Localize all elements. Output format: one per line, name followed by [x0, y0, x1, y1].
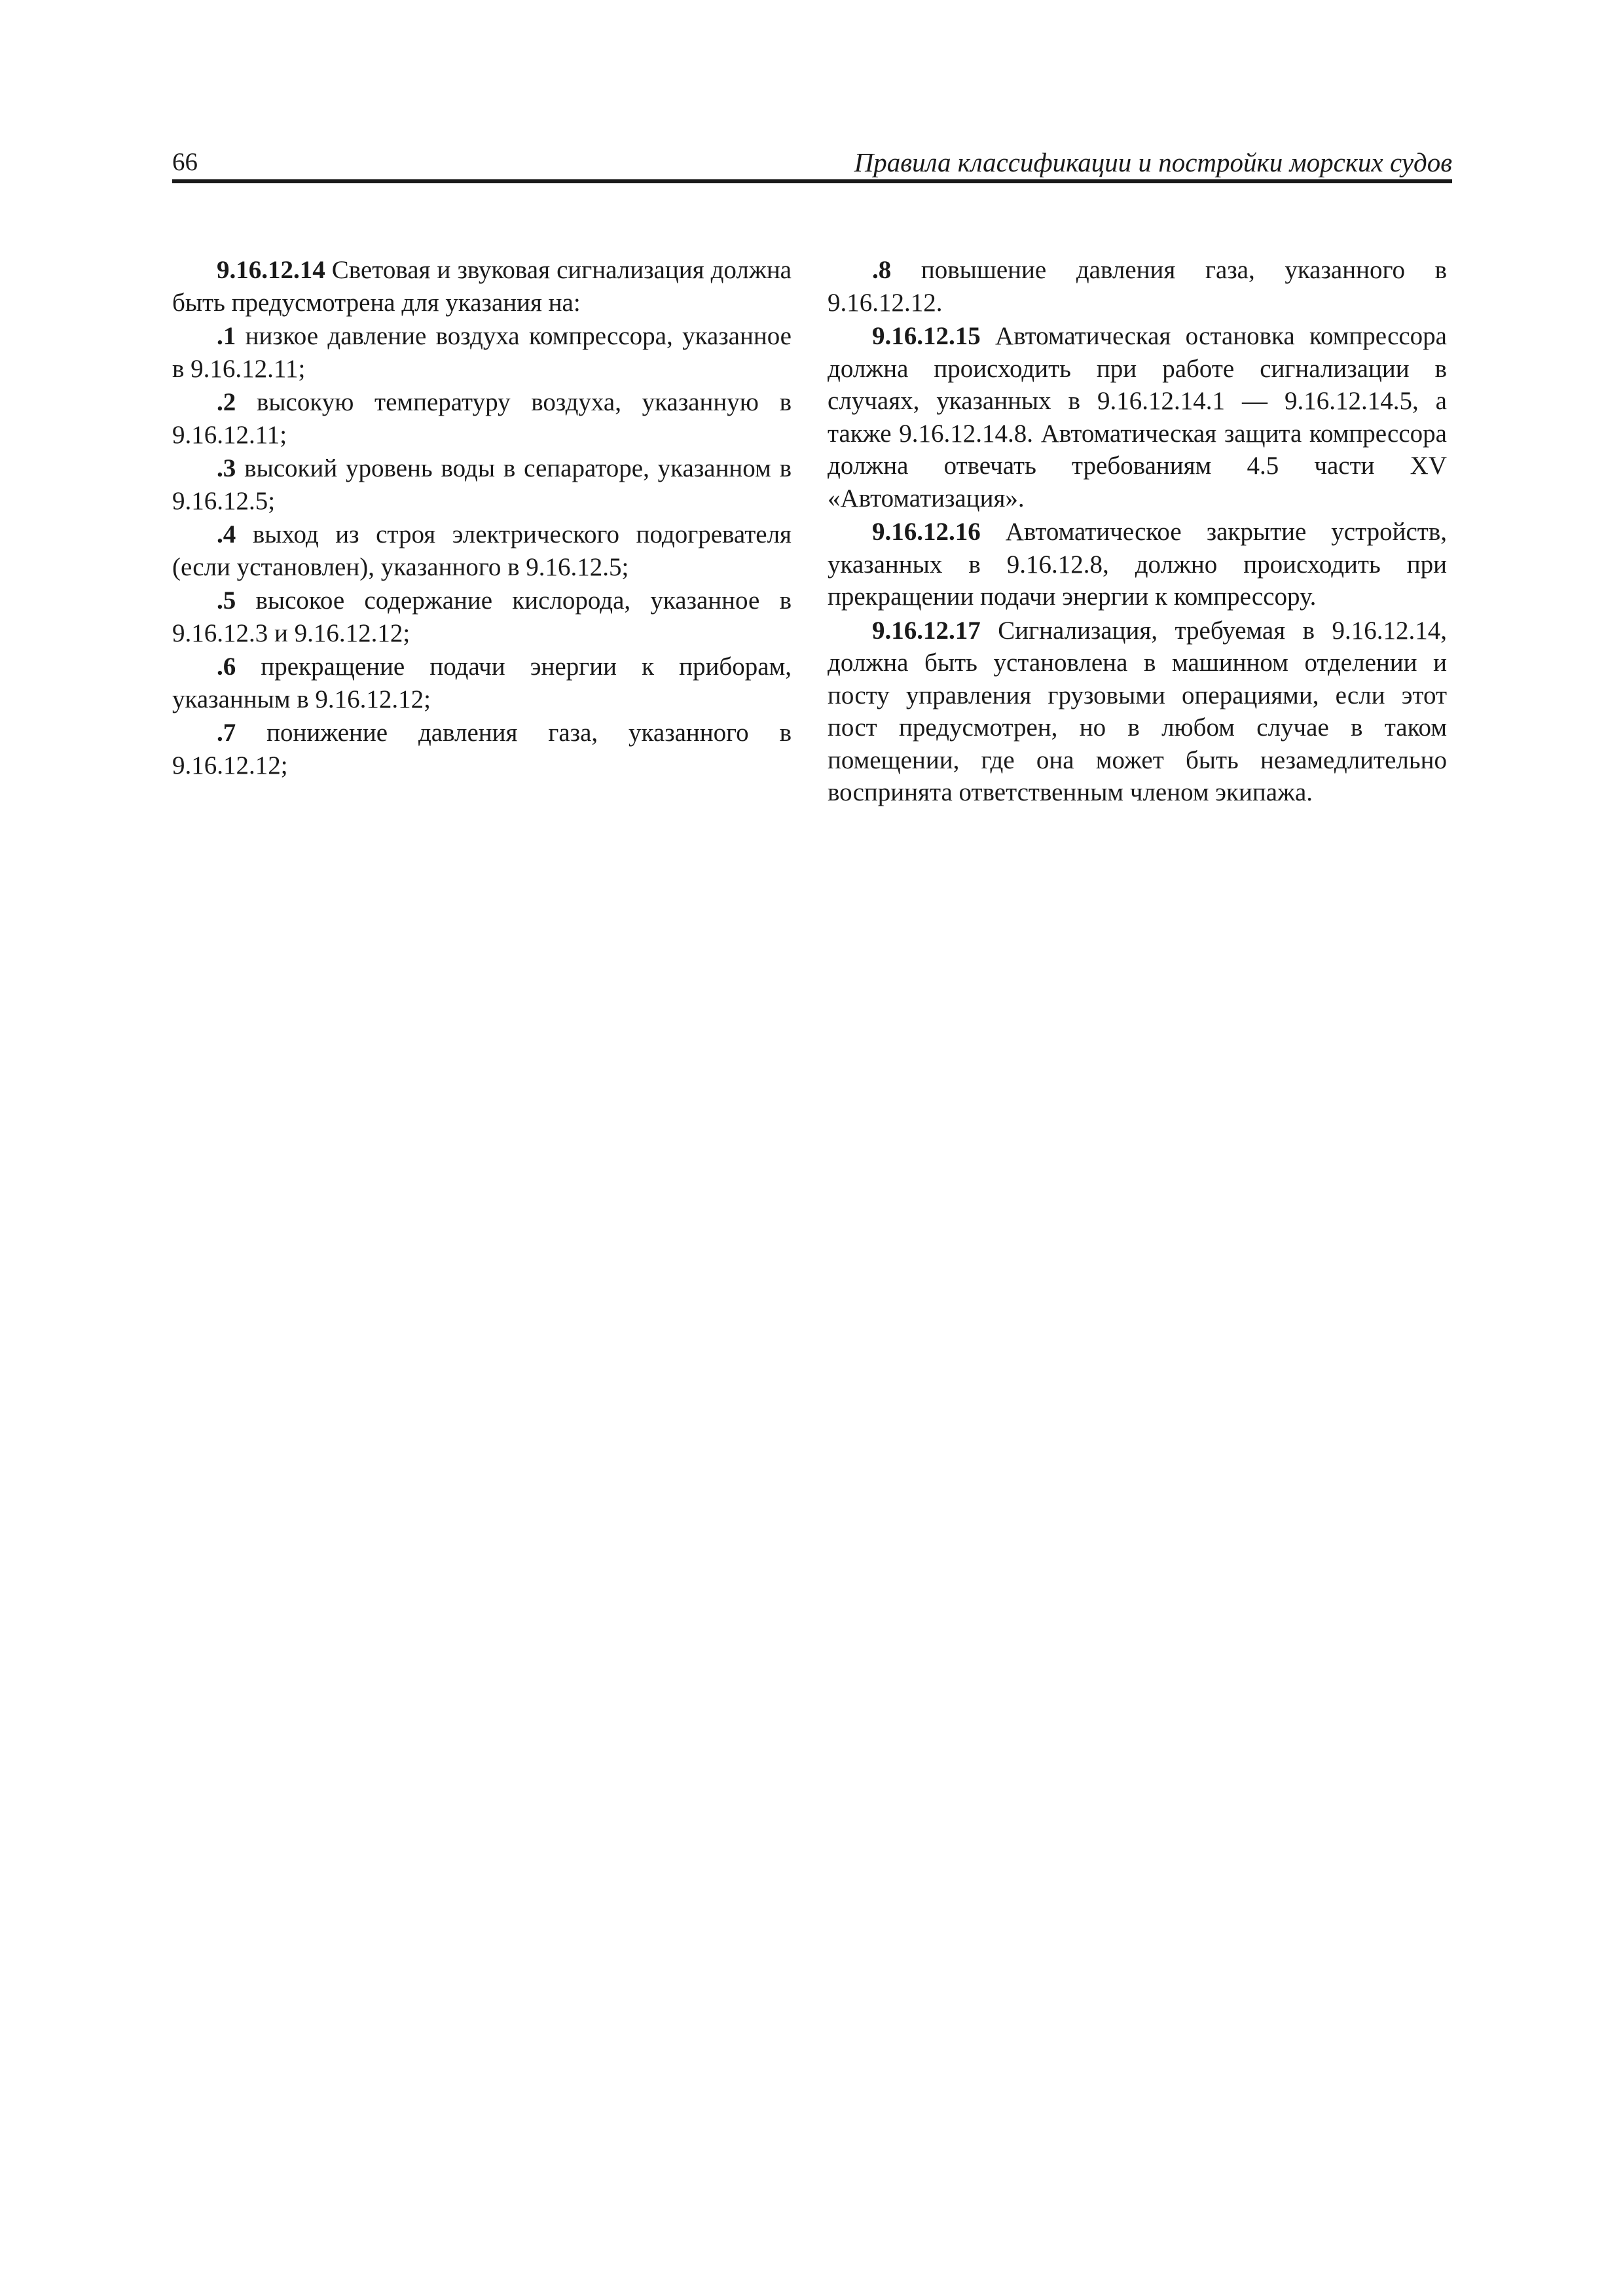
clause-text: Автоматическая остановка компрессора должна происходить при работе сигнализации в случаях, указанных в 9.16.12.14.1 — 9.16.12.14.5, а также 9.16.12.14.8. Автоматическая защита компрессора должна отвечать требованиям 4.5 части XV «Автоматизация».: [828, 322, 1447, 512]
item-number: .2: [217, 388, 236, 416]
item-text: повышение давления газа, указанного в 9.16.12.12.: [828, 256, 1447, 317]
item-number: .3: [217, 454, 236, 482]
list-item-8: [828, 254, 1447, 319]
item-text: прекращение подачи энергии к приборам, указанным в 9.16.12.12;: [172, 653, 792, 713]
clause-number: 9.16.12.16: [872, 518, 981, 546]
clause-number: 9.16.12.15: [872, 322, 981, 350]
list-item-2: [172, 386, 792, 451]
item-number: .4: [217, 520, 236, 548]
page-header: [172, 145, 1452, 183]
item-text: выход из строя электрического подогревателя (если установлен), указанного в 9.16.12.5;: [172, 520, 792, 581]
list-item-1: [172, 320, 792, 385]
paragraph-9-16-12-17: [828, 615, 1447, 809]
paragraph-9-16-12-16: [828, 516, 1447, 613]
paragraph-9-16-12-14: [172, 254, 792, 319]
item-text: понижение давления газа, указанного в 9.16.12.12;: [172, 719, 792, 780]
clause-number: 9.16.12.17: [872, 616, 981, 645]
clause-number: 9.16.12.14: [217, 256, 325, 284]
list-item-5: [172, 584, 792, 649]
item-number: .1: [217, 322, 236, 350]
item-text: высокое содержание кислорода, указанное в 9.16.12.3 и 9.16.12.12;: [172, 586, 792, 647]
list-item-6: [172, 651, 792, 715]
right-column: [828, 254, 1447, 810]
item-number: .6: [217, 653, 236, 681]
item-text: низкое давление воздуха компрессора, указанное в 9.16.12.11;: [172, 322, 792, 383]
item-text: высокий уровень воды в сепараторе, указанном в 9.16.12.5;: [172, 454, 792, 515]
list-item-4: [172, 518, 792, 583]
clause-text: Автоматическое закрытие устройств, указанных в 9.16.12.8, должно происходить при прекращении подачи энергии к компрессору.: [828, 518, 1447, 611]
paragraph-9-16-12-15: [828, 320, 1447, 514]
item-text: высокую температуру воздуха, указанную в 9.16.12.11;: [172, 388, 792, 449]
item-number: .5: [217, 586, 236, 615]
list-item-7: [172, 717, 792, 781]
clause-text: Световая и звуковая сигнализация должна быть предусмотрена для указания на:: [172, 256, 792, 317]
clause-text: Сигнализация, требуемая в 9.16.12.14, должна быть установлена в машинном отделении и посту управления грузовыми операциями, если этот пост предусмотрен, но в любом случае в таком помещении, где она может быть незамедлительно воспринята ответственным членом экипажа.: [828, 616, 1447, 806]
left-column: [172, 254, 792, 783]
list-item-3: [172, 452, 792, 517]
page-number: 66: [172, 148, 198, 176]
item-number: .8: [872, 256, 892, 284]
running-title: Правила классификации и постройки морских судов: [854, 147, 1452, 177]
item-number: .7: [217, 719, 236, 747]
